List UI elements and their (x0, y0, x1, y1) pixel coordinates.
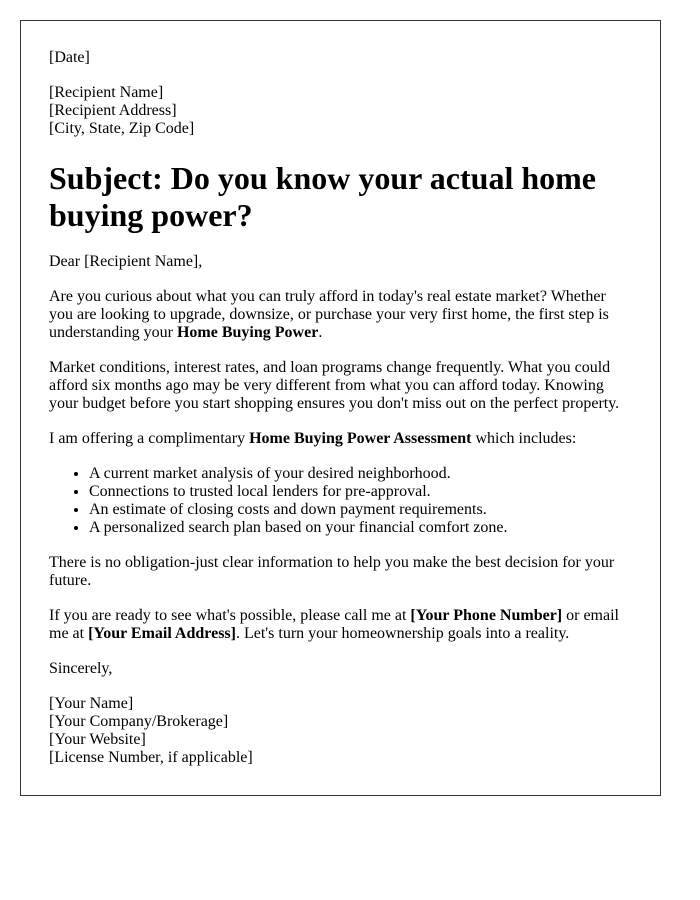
contact-paragraph (49, 607, 632, 643)
intro-text: Are you curious about what you can truly afford in today's real estate market? Whether you are looking to upgrade, downsize, or purchase your very first home, the first step is understanding your (49, 288, 609, 341)
list-item: • An estimate of closing costs and down payment requirements. (89, 501, 632, 519)
sender-website: [Your Website] (49, 731, 146, 748)
contact-text-1: If you are ready to see what's possible, please call me at (49, 607, 411, 624)
email-placeholder: [Your Email Address] (88, 625, 236, 642)
sender-name: [Your Name] (49, 695, 134, 712)
signature-block (49, 695, 632, 767)
offer-end: which includes: (471, 430, 577, 447)
intro-emphasis: Home Buying Power (176, 324, 319, 341)
offer-paragraph (49, 430, 632, 448)
subject-heading: Subject: Do you know your actual home buying power? (49, 160, 596, 233)
salutation: Dear [Recipient Name], (49, 253, 203, 270)
intro-end: . (318, 324, 323, 341)
features-list (49, 465, 632, 537)
closing: Sincerely, (49, 660, 113, 677)
contact-text-2: or email me at (49, 607, 619, 642)
market-paragraph: Market conditions, interest rates, and loan programs change frequently. What you could afford six months ago may be very different from what you can afford today. Knowing your budget before you start shopping ensures you don't miss out on the perfect property. (49, 359, 620, 412)
date-block (49, 49, 632, 67)
sender-company: [Your Company/Brokerage] (49, 713, 229, 730)
offer-emphasis: Home Buying Power Assessment (249, 430, 472, 447)
intro-paragraph (49, 288, 632, 342)
recipient-city-state-zip: [City, State, Zip Code] (49, 120, 195, 137)
list-item: • Connections to trusted local lenders for pre-approval. (89, 483, 632, 501)
list-item: • A personalized search plan based on your financial comfort zone. (89, 519, 632, 537)
recipient-name: [Recipient Name] (49, 84, 164, 101)
recipient-address-block (49, 84, 632, 138)
contact-text-3: . Let's turn your homeownership goals into a reality. (235, 625, 570, 642)
letter-page (20, 20, 661, 796)
recipient-address: [Recipient Address] (49, 102, 177, 119)
list-item: • A current market analysis of your desired neighborhood. (89, 465, 632, 483)
no-obligation-paragraph: There is no obligation-just clear information to help you make the best decision for your future. (49, 554, 615, 589)
offer-text: I am offering a complimentary (49, 430, 250, 447)
sender-license: [License Number, if applicable] (49, 749, 253, 766)
date-text: [Date] (49, 49, 90, 66)
phone-placeholder: [Your Phone Number] (410, 607, 563, 624)
